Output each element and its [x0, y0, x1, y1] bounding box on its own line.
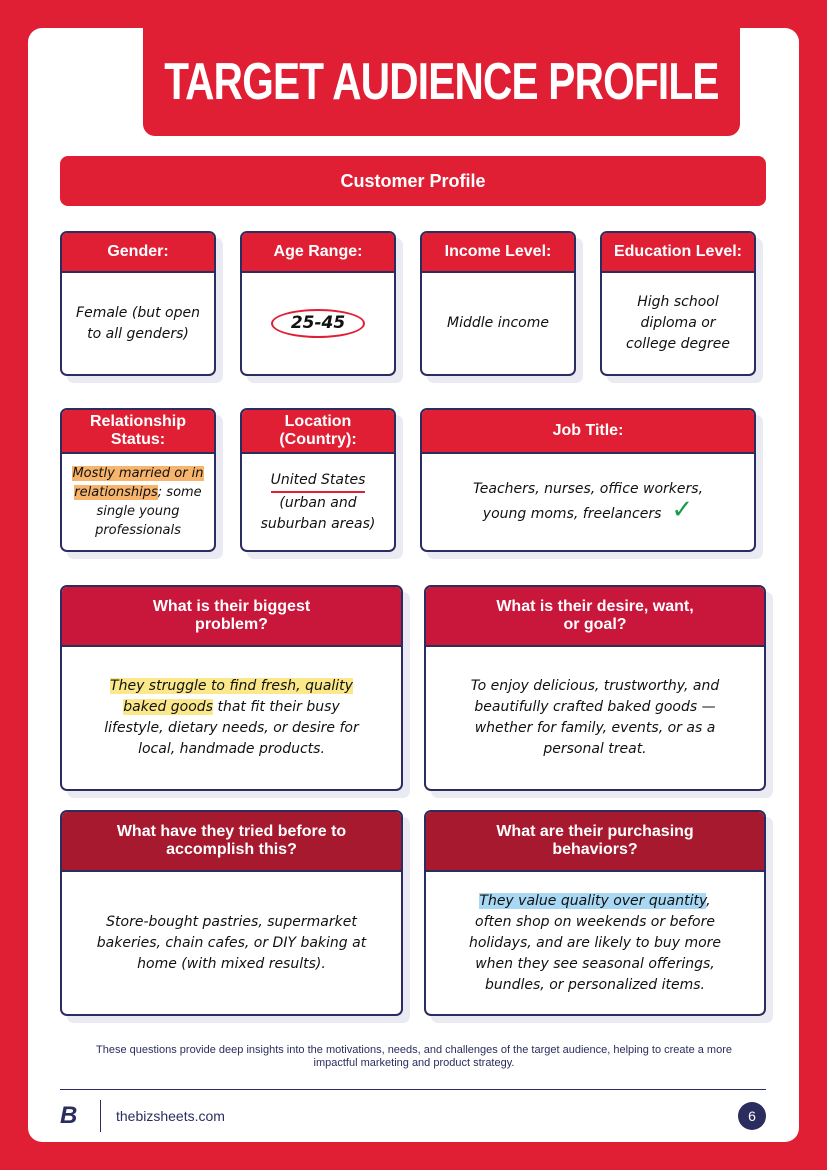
desire-value: To enjoy delicious, trustworthy, and beautifully crafted baked goods — whether for family, events, or as a personal treat. — [470, 678, 720, 757]
problem-card — [60, 585, 403, 791]
income-label: Income Level: — [422, 233, 574, 273]
job-label: Job Title: — [422, 410, 754, 454]
tried-label: What have they tried before to accomplish this? — [62, 812, 401, 872]
website-link[interactable]: thebizsheets.com — [116, 1108, 225, 1124]
tried-card — [60, 810, 403, 1016]
education-card — [600, 231, 756, 376]
gender-value: Female (but open to all genders) — [76, 304, 200, 342]
job-value: Teachers, nurses, office workers, young moms, freelancers — [472, 481, 704, 522]
title-banner — [143, 28, 740, 136]
age-card — [240, 231, 396, 376]
problem-label: What is their biggest problem? — [62, 587, 401, 647]
purchasing-highlight: They value quality over quantity — [479, 892, 707, 909]
relationship-label: Relationship Status: — [62, 410, 214, 454]
education-label: Education Level: — [602, 233, 754, 273]
logo-divider — [100, 1100, 101, 1132]
section-header: Customer Profile — [60, 156, 766, 206]
relationship-rest: ; some single young professionals — [95, 485, 202, 538]
location-detail: (urban and suburban areas) — [260, 494, 376, 532]
location-label: Location (Country): — [242, 410, 394, 454]
purchasing-rest: , often shop on weekends or before holidays, and are likely to buy more when they see seasonal offerings, bundles, or personalized items. — [468, 892, 722, 993]
gender-label: Gender: — [62, 233, 214, 273]
income-card — [420, 231, 576, 376]
desire-card — [424, 585, 766, 791]
location-card — [240, 408, 396, 552]
relationship-card — [60, 408, 216, 552]
footer-divider — [60, 1089, 766, 1090]
purchasing-label: What are their purchasing behaviors? — [426, 812, 764, 872]
income-value: Middle income — [447, 315, 549, 331]
problem-rest: that fit their busy lifestyle, dietary needs, or desire for local, handmade products. — [104, 699, 359, 757]
purchasing-card — [424, 810, 766, 1016]
job-card — [420, 408, 756, 552]
education-value: High school diploma or college degree — [626, 294, 730, 352]
checkmark-icon: ✓ — [671, 495, 694, 525]
tried-value: Store-bought pastries, supermarket bakeries, chain cafes, or DIY baking at home (with mixed results). — [96, 913, 367, 972]
relationship-highlight: Mostly married or in relationships — [72, 466, 204, 500]
age-label: Age Range: — [242, 233, 394, 273]
page-sheet — [28, 28, 799, 1142]
location-country: United States — [271, 470, 366, 493]
desire-label: What is their desire, want, or goal? — [426, 587, 764, 647]
page-title: TARGET AUDIENCE PROFILE — [164, 53, 719, 111]
gender-card — [60, 231, 216, 376]
page-number: 6 — [738, 1102, 766, 1130]
problem-highlight: They struggle to find fresh, quality baked goods — [110, 678, 353, 715]
footer-note: These questions provide deep insights into the motivations, needs, and challenges of the target audience, helping to create a more impactful marketing and product strategy. — [96, 1044, 732, 1069]
bizsheets-logo: B — [60, 1102, 78, 1129]
age-value: 25-45 — [271, 309, 365, 338]
